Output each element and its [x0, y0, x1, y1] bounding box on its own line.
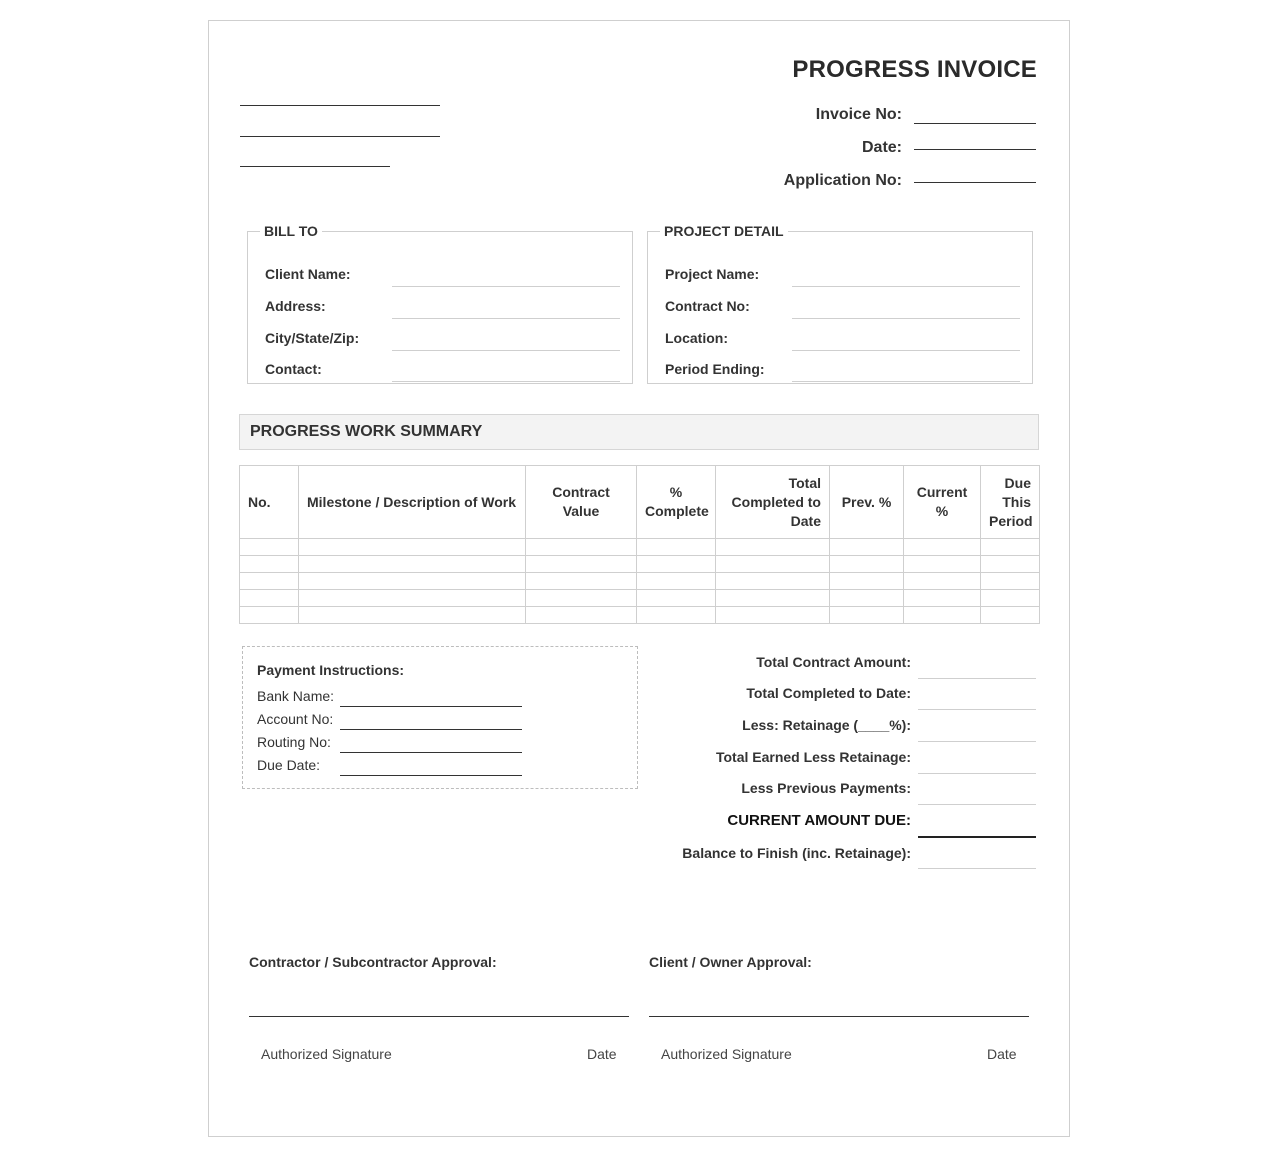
col-header-no: No. [240, 466, 299, 539]
table-cell[interactable] [981, 590, 1040, 607]
table-cell[interactable] [830, 573, 904, 590]
period-ending-field[interactable] [792, 381, 1020, 382]
table-cell[interactable] [637, 607, 716, 624]
table-cell[interactable] [904, 590, 981, 607]
contract-no-field[interactable] [792, 318, 1020, 319]
progress-table [239, 465, 1040, 624]
table-cell[interactable] [240, 573, 299, 590]
company-line-2[interactable] [240, 136, 440, 137]
table-cell[interactable] [716, 573, 830, 590]
date-field[interactable] [914, 149, 1036, 150]
table-cell[interactable] [716, 556, 830, 573]
table-cell[interactable] [716, 590, 830, 607]
balance-to-finish-field[interactable] [918, 868, 1036, 869]
project-name-label: Project Name: [665, 266, 760, 282]
table-row [240, 556, 1040, 573]
client-signature-label: Authorized Signature [661, 1046, 792, 1062]
location-field[interactable] [792, 350, 1020, 351]
table-cell[interactable] [299, 573, 526, 590]
table-cell[interactable] [637, 556, 716, 573]
invoice-sheet [208, 20, 1070, 1137]
application-no-label: Application No: [783, 172, 902, 189]
less-retainage-label: Less: Retainage (____%): [742, 717, 911, 733]
total-completed-to-date-field[interactable] [918, 709, 1036, 710]
contractor-approval-heading: Contractor / Subcontractor Approval: [249, 954, 497, 970]
table-cell[interactable] [637, 539, 716, 556]
table-cell[interactable] [526, 590, 637, 607]
project-name-field[interactable] [792, 286, 1020, 287]
less-retainage-field[interactable] [918, 741, 1036, 742]
col-header-total-completed: Total Completed to Date [716, 466, 830, 539]
account-no-field[interactable] [340, 729, 522, 730]
col-header-contract-value: Contract Value [526, 466, 637, 539]
period-ending-label: Period Ending: [665, 361, 765, 377]
table-cell[interactable] [240, 556, 299, 573]
table-cell[interactable] [904, 573, 981, 590]
total-earned-less-retainage-label: Total Earned Less Retainage: [715, 749, 911, 765]
location-label: Location: [665, 330, 728, 346]
less-previous-payments-label: Less Previous Payments: [741, 780, 911, 796]
total-contract-amount-label: Total Contract Amount: [756, 654, 911, 670]
table-cell[interactable] [526, 573, 637, 590]
table-cell[interactable] [716, 607, 830, 624]
current-amount-due-label: CURRENT AMOUNT DUE: [727, 812, 911, 829]
client-name-field[interactable] [392, 286, 620, 287]
client-signature-line[interactable] [649, 1016, 1029, 1017]
table-cell[interactable] [830, 590, 904, 607]
project-name-row[interactable] [665, 266, 1020, 286]
table-cell[interactable] [981, 573, 1040, 590]
contractor-date-label: Date [587, 1046, 617, 1062]
address-field[interactable] [392, 318, 620, 319]
invoice-no-label: Invoice No: [815, 106, 902, 123]
table-cell[interactable] [904, 607, 981, 624]
less-previous-payments-field[interactable] [918, 804, 1036, 805]
client-name-label: Client Name: [265, 266, 351, 282]
contractor-signature-line[interactable] [249, 1016, 629, 1017]
table-cell[interactable] [637, 573, 716, 590]
bank-name-field[interactable] [340, 706, 522, 707]
contact-label: Contact: [265, 361, 322, 377]
balance-to-finish-label: Balance to Finish (inc. Retainage): [682, 845, 911, 861]
table-cell[interactable] [904, 539, 981, 556]
company-line-3[interactable] [240, 166, 390, 167]
table-cell[interactable] [299, 607, 526, 624]
table-cell[interactable] [830, 556, 904, 573]
project-detail-legend: PROJECT DETAIL [664, 223, 784, 239]
table-row [240, 590, 1040, 607]
table-cell[interactable] [981, 539, 1040, 556]
due-date-field[interactable] [340, 775, 522, 776]
table-cell[interactable] [637, 590, 716, 607]
table-cell[interactable] [830, 539, 904, 556]
col-header-milestone: Milestone / Description of Work [299, 466, 526, 539]
table-cell[interactable] [240, 539, 299, 556]
table-cell[interactable] [716, 539, 830, 556]
company-line-1[interactable] [240, 105, 440, 106]
contact-field[interactable] [392, 381, 620, 382]
routing-no-field[interactable] [340, 752, 522, 753]
bank-name-label: Bank Name: [257, 688, 335, 704]
progress-work-summary-title: PROGRESS WORK SUMMARY [250, 423, 483, 440]
contact-row[interactable] [265, 361, 620, 381]
table-cell[interactable] [981, 607, 1040, 624]
table-cell[interactable] [526, 539, 637, 556]
address-row[interactable] [265, 298, 620, 318]
col-header-due-this-period: Due This Period [981, 466, 1040, 539]
contractor-signature-label: Authorized Signature [261, 1046, 392, 1062]
city-state-zip-row[interactable] [265, 330, 620, 350]
table-row [240, 573, 1040, 590]
client-date-label: Date [987, 1046, 1017, 1062]
location-row[interactable] [665, 330, 1020, 350]
invoice-no-field[interactable] [914, 123, 1036, 124]
table-cell[interactable] [240, 607, 299, 624]
client-name-row[interactable] [265, 266, 620, 286]
period-ending-row[interactable] [665, 361, 1020, 381]
bill-to-legend: BILL TO [264, 223, 318, 239]
table-row [240, 607, 1040, 624]
table-cell[interactable] [526, 556, 637, 573]
table-header-row [240, 466, 1040, 539]
table-cell[interactable] [526, 607, 637, 624]
table-cell[interactable] [981, 556, 1040, 573]
invoice-title: PROGRESS INVOICE [792, 56, 1037, 83]
city-state-zip-field[interactable] [392, 350, 620, 351]
contract-no-label: Contract No: [665, 298, 750, 314]
total-earned-less-retainage-field[interactable] [918, 773, 1036, 774]
total-completed-to-date-label: Total Completed to Date: [746, 685, 911, 701]
table-cell[interactable] [299, 590, 526, 607]
progress-work-summary-header [239, 414, 1039, 450]
table-cell[interactable] [299, 539, 526, 556]
table-row [240, 539, 1040, 556]
col-header-current-percent: Current % [904, 466, 981, 539]
routing-no-label: Routing No: [257, 734, 331, 750]
due-date-label: Due Date: [257, 757, 321, 773]
col-header-prev-percent: Prev. % [830, 466, 904, 539]
total-contract-amount-field[interactable] [918, 678, 1036, 679]
project-detail-box [647, 223, 1033, 384]
table-cell[interactable] [904, 556, 981, 573]
payment-instructions-title: Payment Instructions: [257, 662, 405, 678]
table-cell[interactable] [830, 607, 904, 624]
bill-to-box [247, 223, 633, 384]
application-no-field[interactable] [914, 182, 1036, 183]
address-label: Address: [265, 298, 326, 314]
contract-no-row[interactable] [665, 298, 1020, 318]
table-cell[interactable] [299, 556, 526, 573]
city-state-zip-label: City/State/Zip: [265, 330, 360, 346]
account-no-label: Account No: [257, 711, 334, 727]
col-header-percent-complete: % Complete [637, 466, 716, 539]
client-approval-heading: Client / Owner Approval: [649, 954, 812, 970]
current-amount-due-field[interactable] [918, 836, 1036, 838]
date-label: Date: [861, 139, 902, 156]
table-cell[interactable] [240, 590, 299, 607]
payment-instructions-box [242, 646, 638, 789]
